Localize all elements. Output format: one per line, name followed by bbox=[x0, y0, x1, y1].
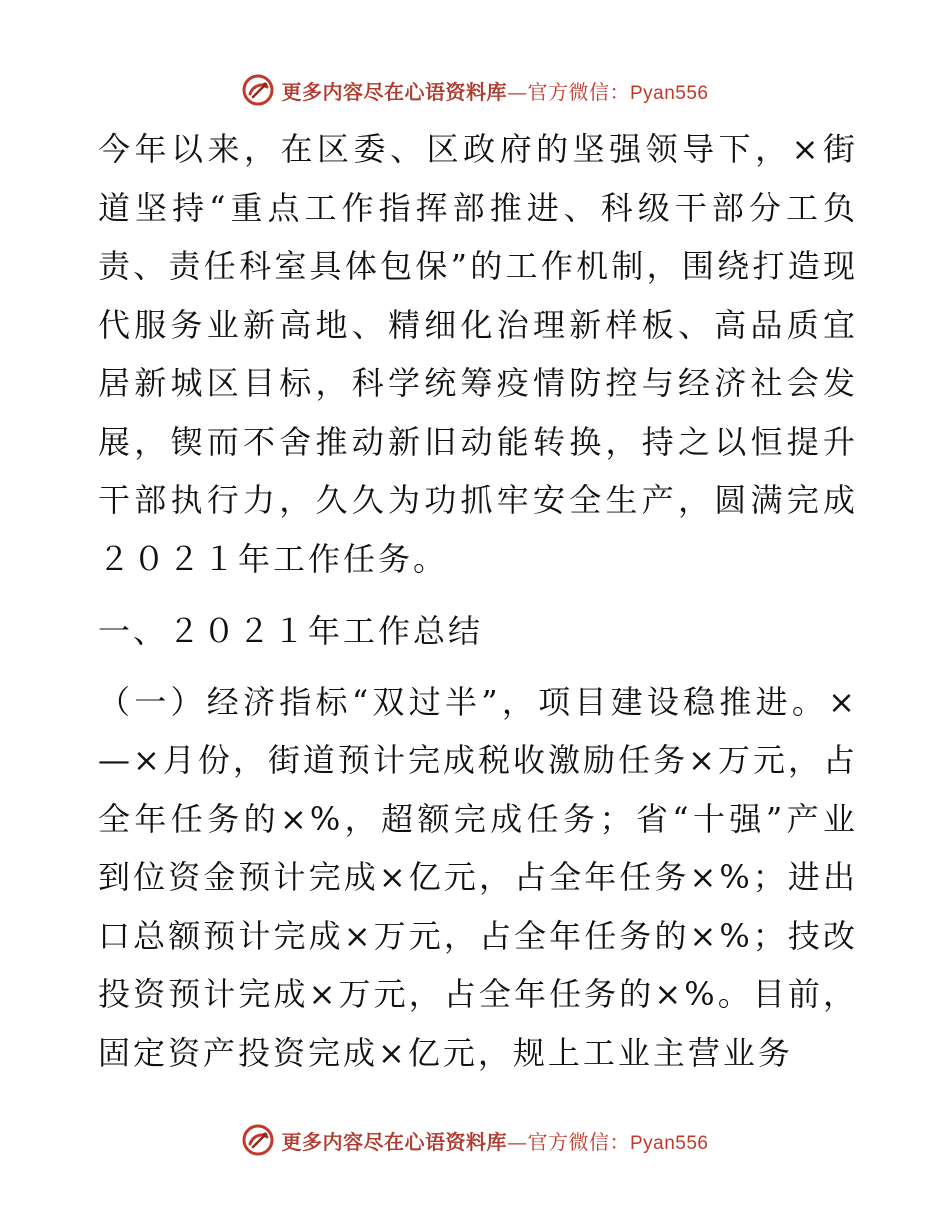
brand-logo-icon bbox=[241, 73, 275, 107]
banner-wechat-id: Pyan556 bbox=[629, 82, 709, 104]
footer-banner bbox=[0, 1120, 950, 1160]
banner-title: 更多内容尽在心语资料库 bbox=[281, 79, 507, 104]
banner-wechat-id: Pyan556 bbox=[629, 1132, 709, 1154]
document-body bbox=[98, 120, 858, 1082]
subsection-paragraph: （一）经济指标“双过半”，项目建设稳推进。×—×月份，街道预计完成税收激励任务×万元，占全年任务的×%，超额完成任务；省“十强”产业到位资金预计完成×亿元，占全年任务×%；进出口总额预计完成×万元，占全年任务的×%；技改投资预计完成×万元，占全年任务的×%。目前，固定资产投资完成×亿元，规上工业主营业务 bbox=[98, 682, 858, 1072]
intro-paragraph: 今年以来，在区委、区政府的坚强领导下，×街道坚持“重点工作指挥部推进、科级干部分工负责、责任科室具体包保”的工作机制，围绕打造现代服务业新高地、精细化治理新样板、高品质宜居新城区目标，科学统筹疫情防控与经济社会发展，锲而不舍推动新旧动能转换，持之以恒提升干部执行力，久久为功抓牢安全生产，圆满完成２０２１年工作任务。 bbox=[98, 130, 858, 578]
section-heading: 一、２０２１年工作总结 bbox=[98, 612, 484, 650]
banner-text bbox=[281, 76, 708, 105]
brand-logo-icon bbox=[241, 1123, 275, 1157]
banner-title: 更多内容尽在心语资料库 bbox=[281, 1129, 507, 1154]
banner-wechat-label: —官方微信： bbox=[506, 79, 630, 104]
banner-text bbox=[281, 1126, 708, 1155]
header-banner bbox=[0, 70, 950, 110]
banner-wechat-label: —官方微信： bbox=[506, 1129, 630, 1154]
